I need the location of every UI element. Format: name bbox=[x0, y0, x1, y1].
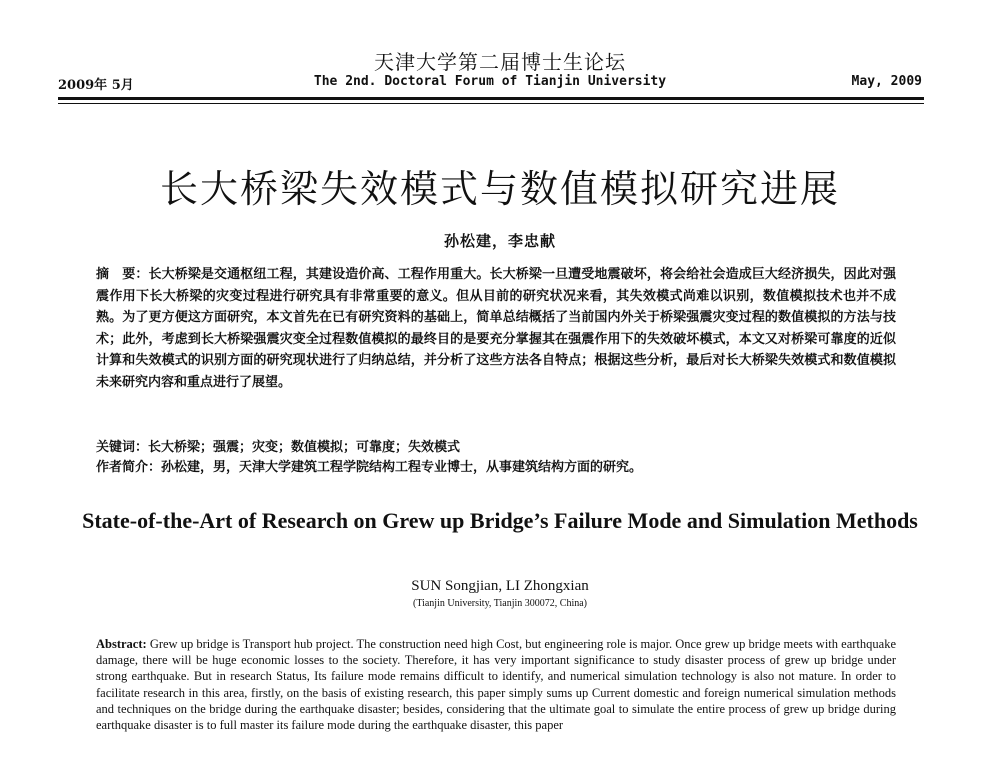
affiliation-en: (Tianjin University, Tianjin 300072, China) bbox=[413, 598, 587, 609]
issue-date-cn: 2009年 5月 bbox=[58, 78, 134, 93]
author-bio-cn: 作者简介：孙松建，男，天津大学建筑工程学院结构工程专业博士，从事建筑结构方面的研究。 bbox=[96, 460, 643, 475]
abstract-en bbox=[96, 636, 896, 766]
header-rule-thin bbox=[58, 103, 924, 104]
abstract-en-text: Grew up bridge is Transport hub project. The construction need high Cost, but engineering role is major. Once grew up bridge meets with earthquake damage, there will be huge economic losses to the society. Therefore, it has very important significance to study disaster process of grew up bridge under strong earthquake. But in research Status, Its failure mode remains difficult to identify, and numerical simulation technology is also not mature. In order to facilitate research in this area, firstly, on the basis of existing research, this paper simply sums up Current domestic and foreign numerical simulation methods and techniques on the bridge during the earthquake disaster; besides, considering that the ultimate goal to simulate the entire process of grew up bridge during earthquake disaster is to full master its failure mode during the earthquake disaster, this paper bbox=[96, 637, 896, 733]
authors-cn: 孙松建，李忠献 bbox=[443, 232, 556, 250]
header-rule-thick bbox=[58, 97, 924, 100]
abstract-cn-text: 长大桥梁是交通枢纽工程，其建设造价高、工程作用重大。长大桥梁一旦遭受地震破坏，将会给社会造成巨大经济损失，因此对强震作用下长大桥梁的灾变过程进行研究具有非常重要的意义。但从目前的研究状况来看，其失效模式尚难以识别，数值模拟技术也并不成熟。为了更方便这方面研究，本文首先在已有研究资料的基础上，简单总结概括了当前国内外关于桥梁强震灾变过程的数值模拟的方法与技术；此外，考虑到长大桥梁强震灾变全过程数值模拟的最终目的是要充分掌握其在强震作用下的失效破坏模式，本文又对桥梁可靠度的近似计算和失效模式的识别方面的研究现状进行了归纳总结，并分析了这些方法各自特点；根据这些分析，最后对长大桥梁失效模式和数值模拟未来研究内容和重点进行了展望。 bbox=[96, 267, 896, 390]
abstract-cn bbox=[96, 264, 896, 393]
authors-en: SUN Songjian, LI Zhongxian bbox=[411, 578, 589, 594]
journal-name-cn: 天津大学第二届博士生论坛 bbox=[374, 50, 626, 74]
journal-name-en: The 2nd. Doctoral Forum of Tianjin University bbox=[313, 74, 667, 89]
running-header bbox=[58, 74, 922, 94]
paper-title-en: State-of-the-Art of Research on Grew up Bridge’s Failure Mode and Simulation Methods bbox=[82, 508, 918, 533]
keywords-cn: 关键词：长大桥梁；强震；灾变；数值模拟；可靠度；失效模式 bbox=[96, 440, 461, 455]
abstract-en-label: Abstract: bbox=[96, 637, 147, 651]
abstract-cn-label: 摘 要： bbox=[96, 267, 149, 282]
issue-date-en: May, 2009 bbox=[851, 74, 922, 89]
paper-title-cn: 长大桥梁失效模式与数值模拟研究进展 bbox=[159, 167, 840, 211]
